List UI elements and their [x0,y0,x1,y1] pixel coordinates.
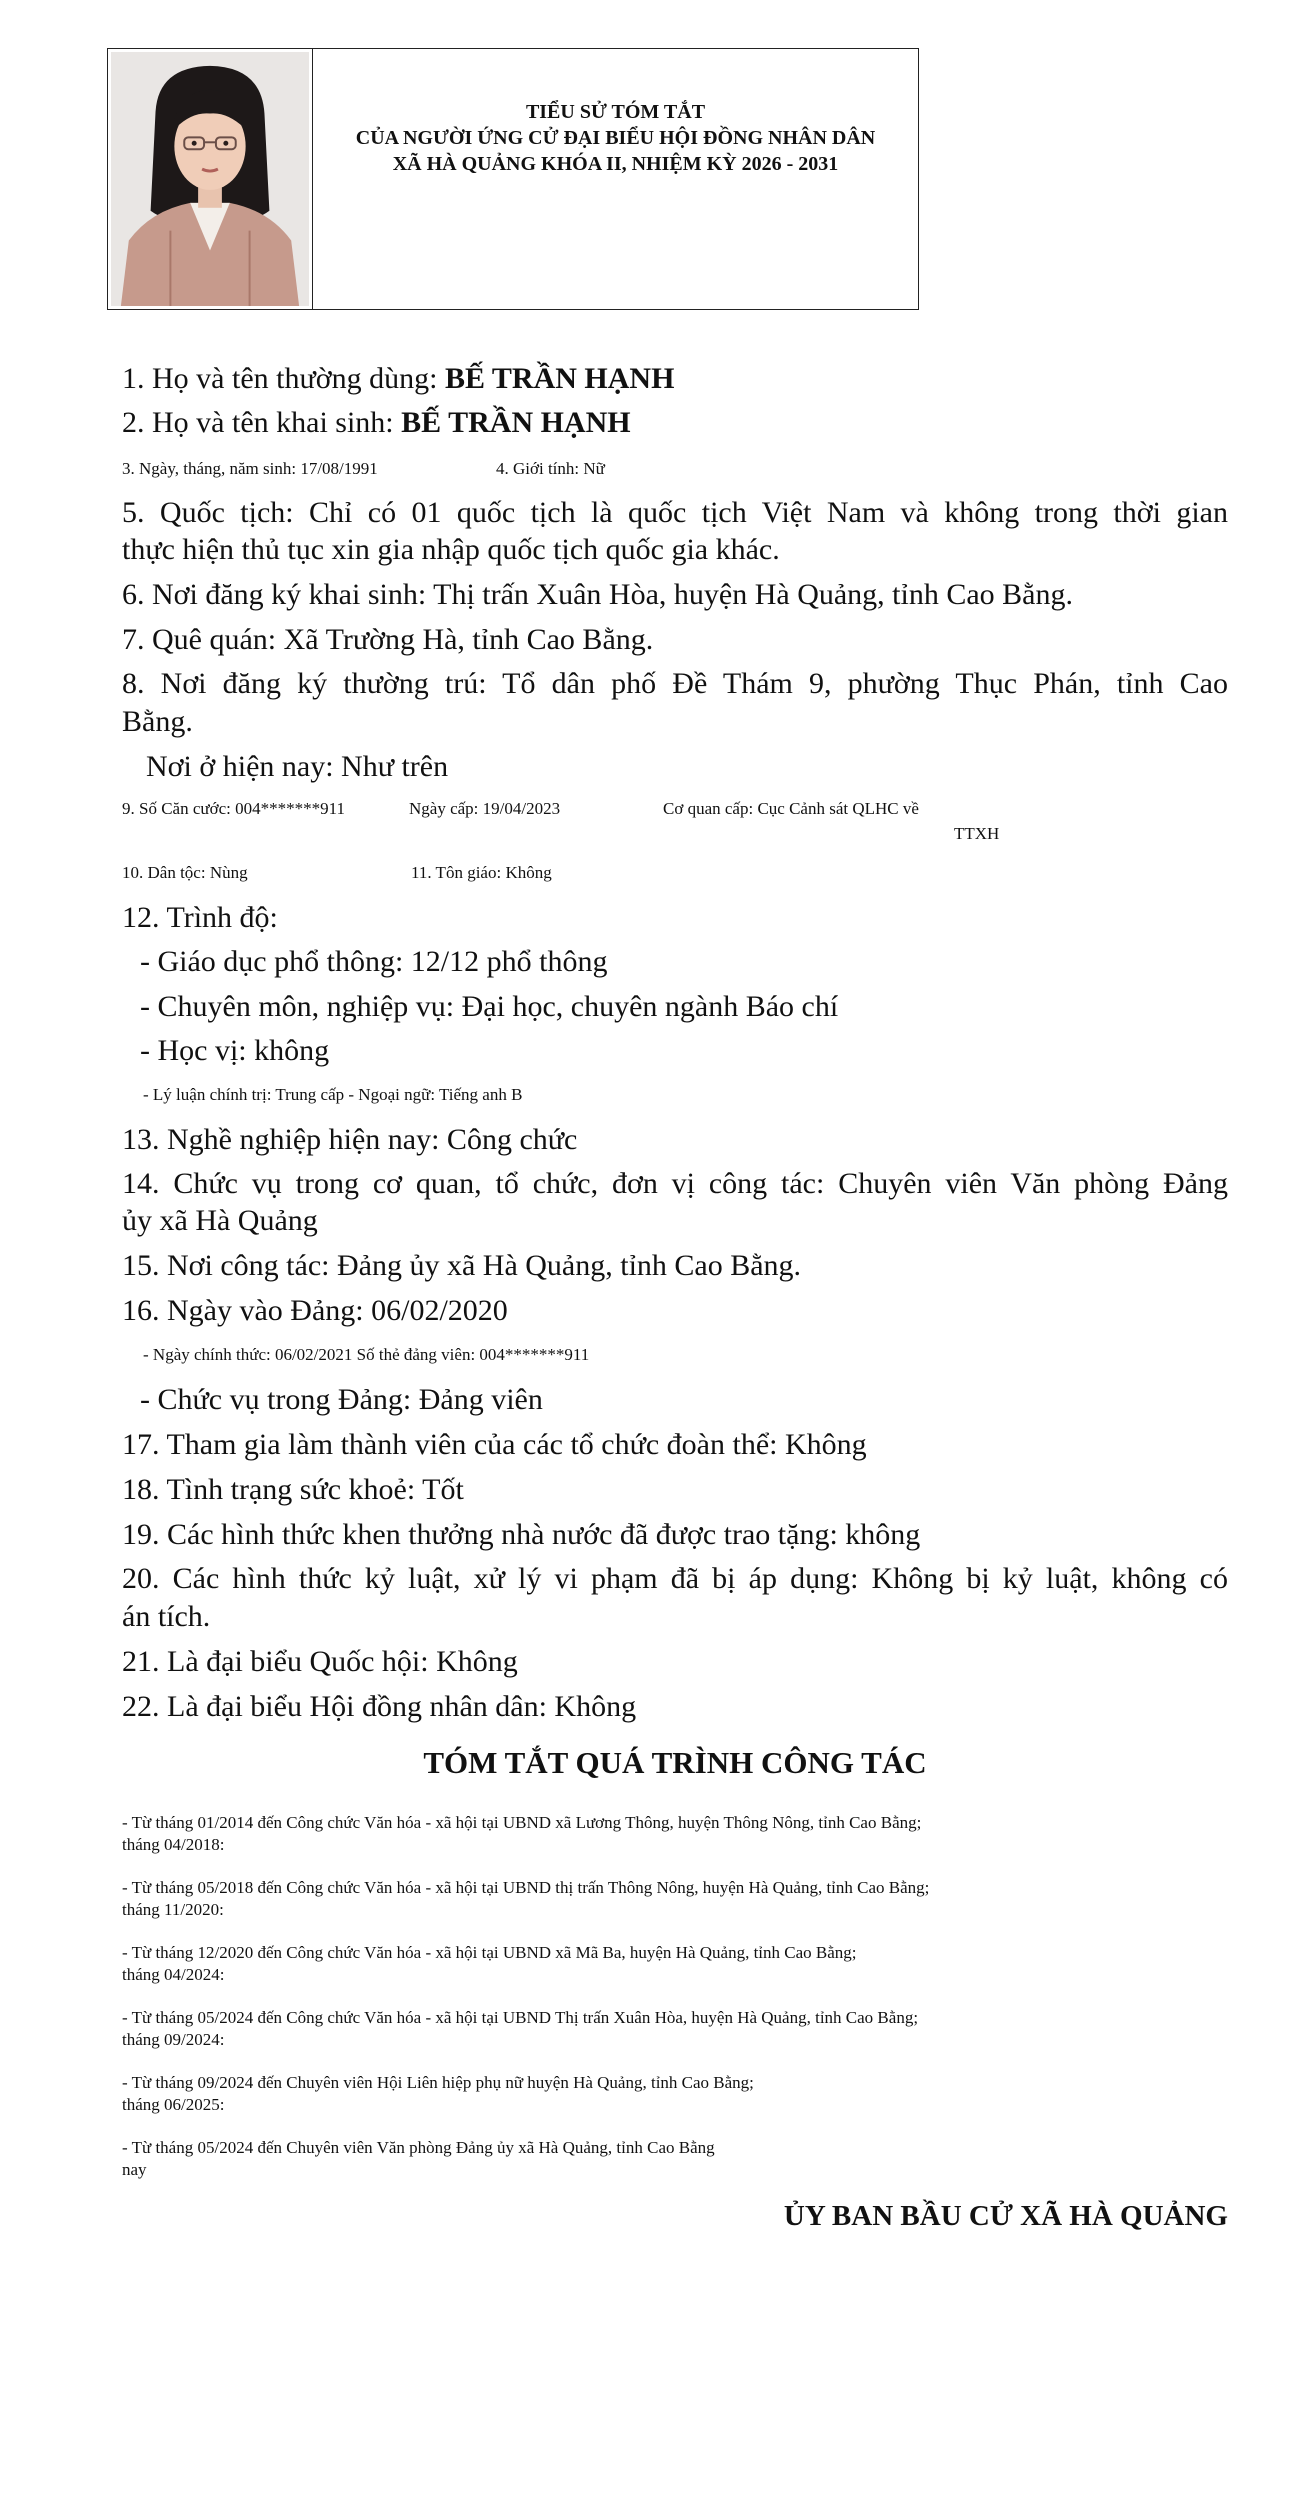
field-common-name-value: BẾ TRẦN HẠNH [444,362,675,395]
document-title [313,49,918,309]
career-section-title: TÓM TẮT QUÁ TRÌNH CÔNG TÁC [423,1745,927,1780]
field-party-position: - Chức vụ trong Đảng: Đảng viên [140,1383,543,1416]
career-item: - Từ tháng 05/2024 đến Chuyên viên Văn phòng Đảng ủy xã Hà Quảng, tỉnh Cao Bằng nay [122,2138,715,2179]
title-line-3: XÃ HÀ QUẢNG KHÓA II, NHIỆM KỲ 2026 - 2031 [392,153,839,175]
field-general-education: - Giáo dục phổ thông: 12/12 phổ thông [140,945,608,978]
field-awards: 19. Các hình thức khen thưởng nhà nước đã được trao tặng: không [122,1518,921,1551]
career-item: - Từ tháng 09/2024 đến Chuyên viên Hội Liên hiệp phụ nữ huyện Hà Quảng, tỉnh Cao Bằng; tháng 06/2025: [122,2073,754,2114]
field-hometown: 7. Quê quán: Xã Trường Hà, tỉnh Cao Bằng. [122,623,654,656]
header-box [107,48,919,310]
field-religion: 11. Tôn giáo: Không [411,863,552,882]
field-national-assembly: 21. Là đại biểu Quốc hội: Không [122,1645,518,1678]
field-health: 18. Tình trạng sức khoẻ: Tốt [122,1473,464,1506]
field-organizations: 17. Tham gia làm thành viên của các tổ chức đoàn thể: Không [122,1428,867,1461]
field-permanent-residence-line-1: 8. Nơi đăng ký thường trú: Tổ dân phố Đề Thám 9, phường Thục Phán, tỉnh Cao [122,667,1228,700]
field-nationality-line-1: 5. Quốc tịch: Chỉ có 01 quốc tịch là quốc tịch Việt Nam và không trong thời gian [122,496,1228,529]
field-discipline-line-1: 20. Các hình thức kỷ luật, xử lý vi phạm đã bị áp dụng: Không bị kỷ luật, không có [122,1562,1228,1595]
field-gender: 4. Giới tính: Nữ [496,459,605,478]
field-position-line-2: ủy xã Hà Quảng [122,1204,318,1237]
portrait-photo-icon [111,52,309,306]
field-occupation: 13. Nghề nghiệp hiện nay: Công chức [122,1123,578,1156]
field-degree: - Học vị: không [140,1034,330,1067]
career-item: - Từ tháng 05/2024 đến Công chức Văn hóa - xã hội tại UBND Thị trấn Xuân Hòa, huyện Hà Quảng, tỉnh Cao Bằng; tháng 09/2024: [122,2008,919,2049]
photo-cell [108,49,313,309]
title-line-1: TIỂU SỬ TÓM TẮT [525,101,706,123]
field-party-join-date: 16. Ngày vào Đảng: 06/02/2020 [122,1294,508,1327]
career-item: - Từ tháng 01/2014 đến Công chức Văn hóa - xã hội tại UBND xã Lương Thông, huyện Thông Nông, tỉnh Cao Bằng; tháng 04/2018: [122,1813,922,1854]
field-discipline-line-2: án tích. [122,1600,211,1633]
field-permanent-residence-line-2: Bằng. [122,705,193,738]
field-party-official-date: - Ngày chính thức: 06/02/2021 Số thẻ đảng viên: 004*******911 [143,1345,590,1364]
field-common-name: 1. Họ và tên thường dùng: BẾ TRẦN HẠNH [122,362,675,395]
career-item: - Từ tháng 12/2020 đến Công chức Văn hóa - xã hội tại UBND xã Mã Ba, huyện Hà Quảng, tỉnh Cao Bằng; tháng 04/2024: [122,1943,857,1984]
title-line-2: CỦA NGƯỜI ỨNG CỬ ĐẠI BIỂU HỘI ĐỒNG NHÂN DÂN [355,127,876,149]
field-peoples-council: 22. Là đại biểu Hội đồng nhân dân: Không [122,1690,637,1723]
field-id-agency-line-1: Cơ quan cấp: Cục Cảnh sát QLHC về [663,799,919,818]
field-id-agency-line-2: TTXH [954,824,1000,843]
field-birth-registration: 6. Nơi đăng ký khai sinh: Thị trấn Xuân Hòa, huyện Hà Quảng, tỉnh Cao Bằng. [122,578,1073,611]
field-id-date: Ngày cấp: 19/04/2023 [409,799,561,818]
field-nationality-line-2: thực hiện thủ tục xin gia nhập quốc tịch quốc gia khác. [122,533,780,566]
field-birth-name-value: BẾ TRẦN HẠNH [401,406,631,439]
field-position-line-1: 14. Chức vụ trong cơ quan, tổ chức, đơn vị công tác: Chuyên viên Văn phòng Đảng [122,1167,1228,1200]
field-workplace: 15. Nơi công tác: Đảng ủy xã Hà Quảng, tỉnh Cao Bằng. [122,1249,802,1282]
field-birth-name: 2. Họ và tên khai sinh: BẾ TRẦN HẠNH [122,406,631,439]
election-committee-signature: ỦY BAN BẦU CỬ XÃ HÀ QUẢNG [783,2200,1228,2232]
field-specialty: - Chuyên môn, nghiệp vụ: Đại học, chuyên ngành Báo chí [140,990,839,1023]
field-id-number: 9. Số Căn cước: 004*******911 [122,799,345,818]
field-current-residence: Nơi ở hiện nay: Như trên [146,750,449,783]
field-ethnicity: 10. Dân tộc: Nùng [122,863,248,882]
field-education: 12. Trình độ: [122,901,278,934]
field-birth-date: 3. Ngày, tháng, năm sinh: 17/08/1991 [122,459,378,478]
career-item: - Từ tháng 05/2018 đến Công chức Văn hóa - xã hội tại UBND thị trấn Thông Nông, huyện Hà Quảng, tỉnh Cao Bằng; tháng 11/2020: [122,1878,930,1919]
field-political-theory: - Lý luận chính trị: Trung cấp - Ngoại ngữ: Tiếng anh B [143,1085,523,1104]
